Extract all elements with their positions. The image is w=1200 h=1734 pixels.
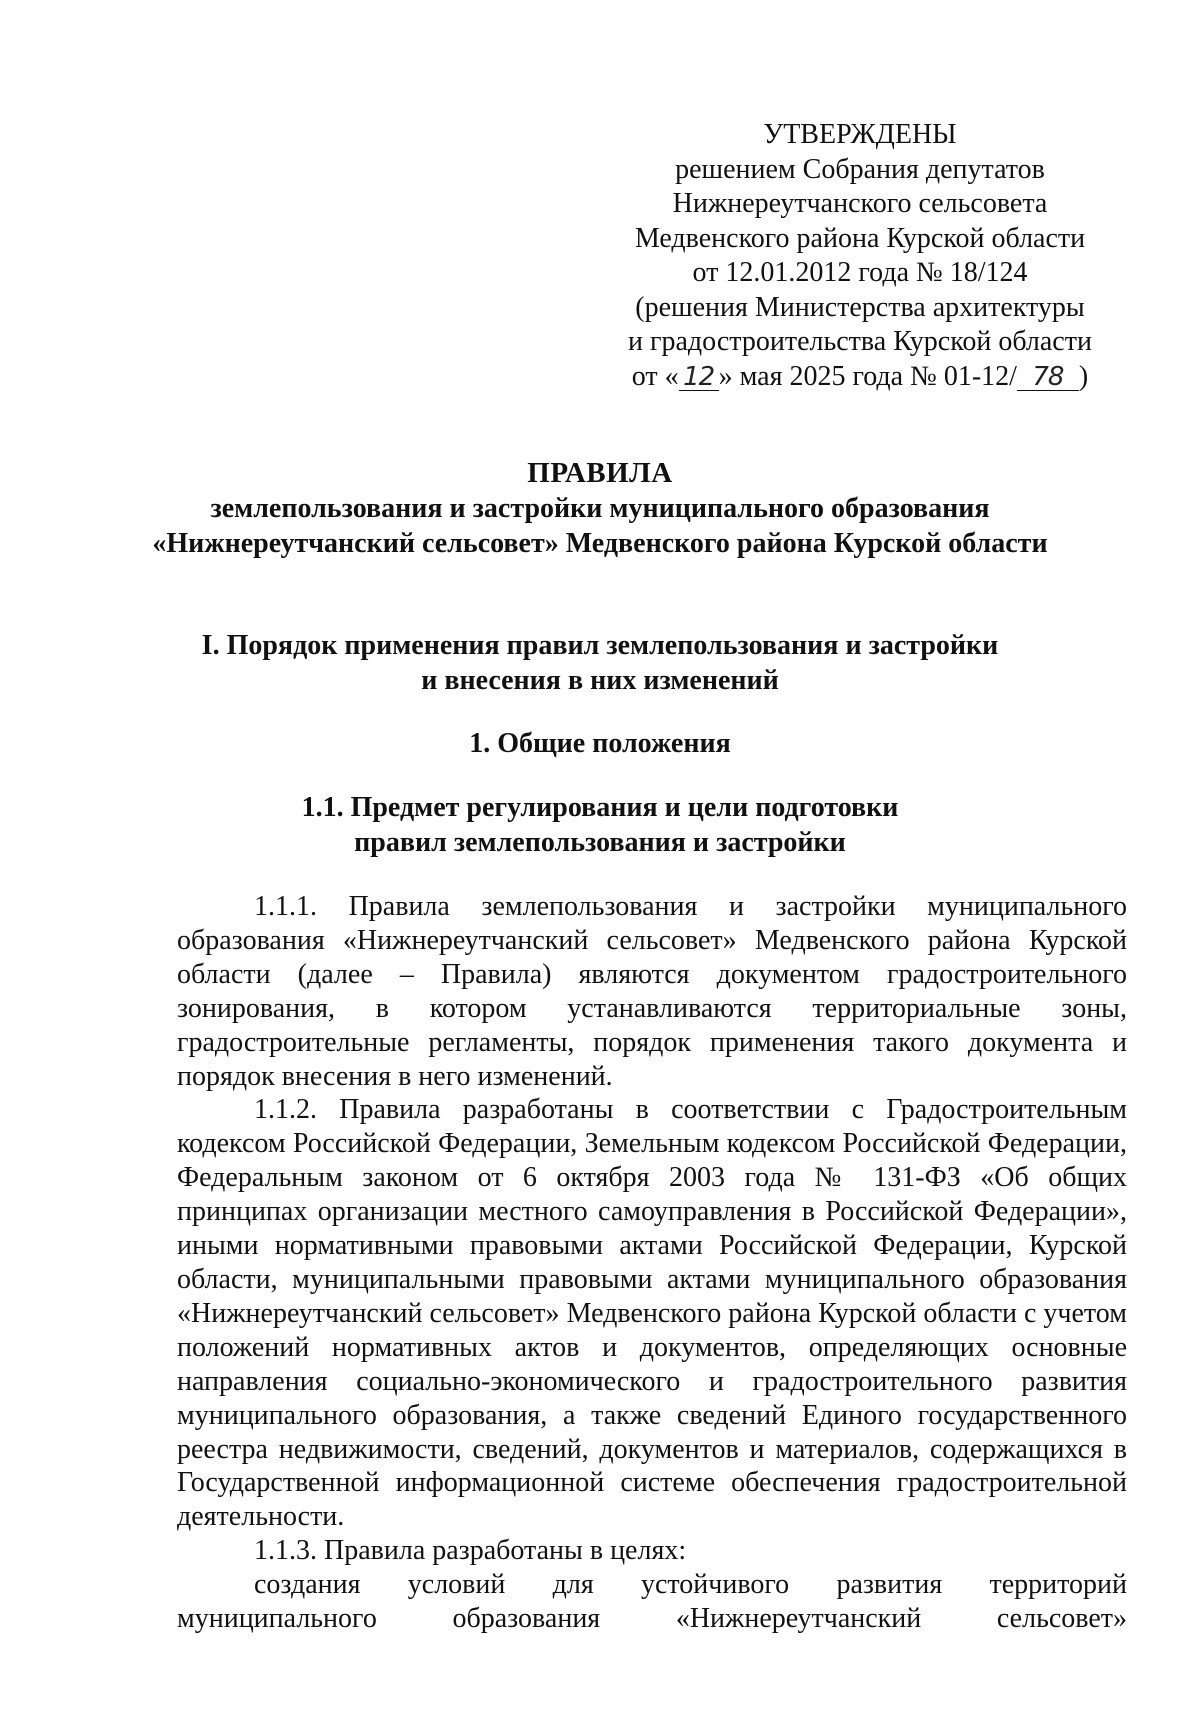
section-heading-line: I. Порядок применения правил землепользования и застройки — [201, 630, 999, 661]
document-title — [130, 456, 1070, 561]
title-line: «Нижнереутчанский сельсовет» Медвенского района Курской области — [152, 528, 1048, 559]
section-heading — [130, 628, 1070, 698]
approval-date-prefix: от « — [631, 360, 679, 392]
approval-stamp-block — [600, 118, 1120, 394]
title-line: землепользования и застройки муниципального образования — [210, 493, 990, 524]
subsection-heading — [130, 790, 1070, 860]
approval-line: Медвенского района Курской области — [634, 222, 1086, 254]
approval-line: Нижнереутчанского сельсовета — [672, 188, 1048, 219]
title-heading: ПРАВИЛА — [527, 457, 673, 489]
approval-line: решением Собрания депутатов — [675, 153, 1045, 185]
paragraph: создания условий для устойчивого развития территорий муниципального образования «Нижнереутчанский сельсовет» — [177, 1569, 1127, 1635]
subsection-heading-line: правил землепользования и застройки — [354, 827, 846, 858]
subsection-heading-line: 1.1. Предмет регулирования и цели подготовки — [301, 792, 899, 823]
approval-line: (решения Министерства архитектуры — [635, 291, 1085, 323]
chapter-heading — [130, 726, 1070, 761]
approval-line: УТВЕРЖДЕНЫ — [763, 119, 957, 150]
paragraph: 1.1.2. Правила разработаны в соответствии с Градостроительным кодексом Российской Федерации, Земельным кодексом Российской Федерации, Федеральным законом от 6 октября 2003 года № 131-ФЗ «Об общих принципах организации местного самоуправления в Российской Федерации», иными нормативными правовыми актами Российской Федерации, Курской области, муниципальными правовыми актами муниципального образования «Нижнереутчанский сельсовет» Медвенского района Курской области с учетом положений нормативных актов и документов, определяющих основные направления социально-экономического и градостроительного развития муниципального образования, а также сведений Единого государственного реестра недвижимости, сведений, документов и материалов, содержащихся в Государственной информационной системе обеспечения градостроительной деятельности. — [177, 1094, 1127, 1533]
chapter-heading-line: 1. Общие положения — [469, 728, 731, 759]
approval-date-middle: » мая 2025 года № 01-12/ — [718, 360, 1017, 392]
section-heading-line: и внесения в них изменений — [421, 665, 779, 696]
handwritten-number: 78 — [1032, 361, 1064, 392]
approval-line: и градостроительства Курской области — [628, 326, 1092, 357]
approval-date-suffix: ) — [1078, 360, 1089, 392]
handwritten-day: 12 — [683, 361, 715, 392]
approval-line: от 12.01.2012 года № 18/124 — [692, 257, 1028, 288]
paragraph: 1.1.1. Правила землепользования и застройки муниципального образования «Нижнереутчанский сельсовет» Медвенского района Курской области (далее – Правила) являются документом градостроительного зонирования, в котором устанавливаются территориальные зоны, градостроительные регламенты, порядок применения такого документа и порядок внесения в него изменений. — [177, 891, 1127, 1092]
paragraph: 1.1.3. Правила разработаны в целях: — [254, 1535, 687, 1567]
body-text — [177, 890, 1127, 1636]
approval-date-line — [600, 360, 1120, 395]
